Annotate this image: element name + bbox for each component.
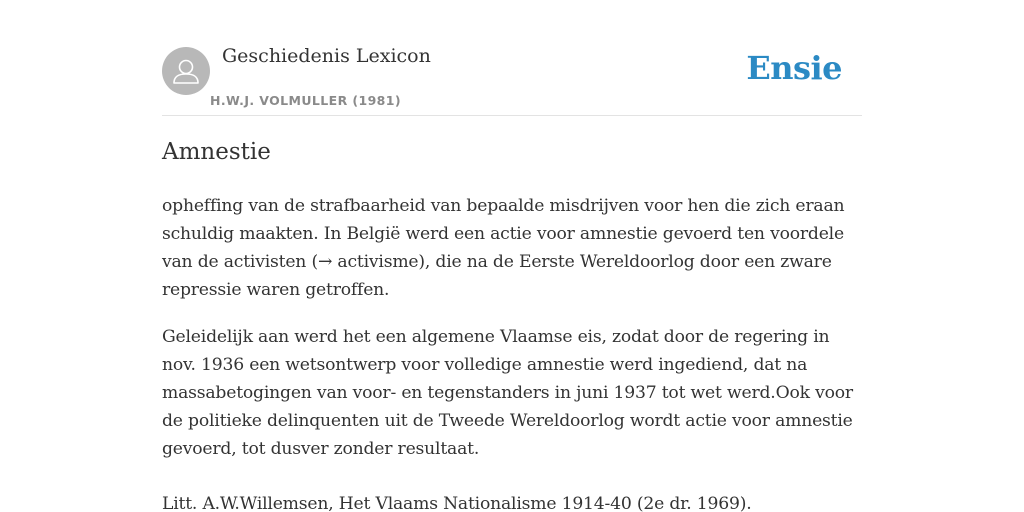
header xyxy=(162,0,862,116)
user-icon xyxy=(162,47,210,95)
avatar[interactable] xyxy=(162,47,210,95)
lexicon-title[interactable]: Geschiedenis Lexicon xyxy=(222,45,431,67)
brand-logo[interactable]: Ensie xyxy=(746,49,842,87)
literature-reference: Litt. A.W.Willemsen, Het Vlaams Nationalisme 1914-40 (2e dr. 1969). xyxy=(162,494,752,512)
author-line: H.W.J. VOLMULLER (1981) xyxy=(210,93,401,108)
entry-title: Amnestie xyxy=(162,139,271,165)
content-column xyxy=(162,0,862,512)
entry-paragraph-2: Geleidelijk aan werd het een algemene Vlaamse eis, zodat door de regering in nov. 1936 een wetsontwerp voor volledige amnestie werd ingediend, dat na massabetogingen van voor- en tegenstanders in juni 1937 tot wet werd.Ook voor de politieke delinquenten uit de Tweede Wereldoorlog wordt actie voor amnestie gevoerd, tot dusver zonder resultaat. xyxy=(162,327,853,459)
entry-paragraph-1: opheffing van de strafbaarheid van bepaalde misdrijven voor hen die zich eraan schuldig maakten. In België werd een actie voor amnestie gevoerd ten voordele van de activisten (→ activisme), die na de Eerste Wereldoorlog door een zware repressie waren getroffen. xyxy=(162,196,845,300)
